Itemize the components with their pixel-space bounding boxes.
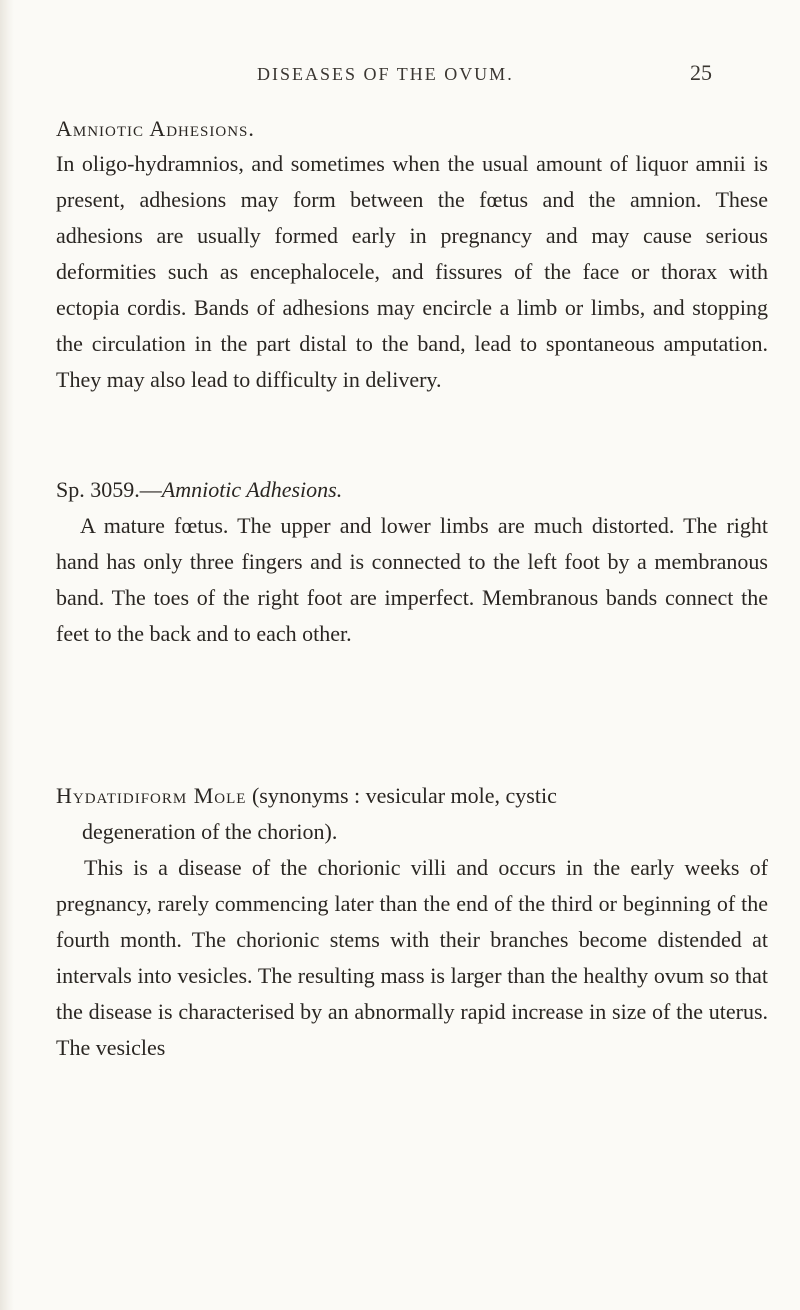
specimen-title: Amniotic Adhesions. bbox=[161, 477, 343, 502]
amniotic-heading-block bbox=[56, 111, 774, 147]
amniotic-adhesions-heading: Amniotic Adhesions. bbox=[56, 116, 255, 141]
amniotic-adhesions-paragraph: In oligo-hydramnios, and sometimes when the usual amount of liquor amnii is present, adhesions may form between the fœtus and the amnion. These adhesions are usually formed early in pregnancy and may cause serious deformities such as encephalocele, and fissures of the face or thorax with ectopia cordis. Bands of adhesions may encircle a limb or limbs, and stopping the circulation in the part distal to the band, lead to spontaneous amputation. They may also lead to difficulty in delivery. bbox=[56, 151, 768, 392]
page-binding-shadow bbox=[0, 0, 14, 1310]
amniotic-body-block bbox=[56, 146, 768, 398]
mole-synonyms-continuation-block bbox=[82, 814, 772, 850]
page-number: 25 bbox=[690, 60, 712, 85]
mole-synonyms-line1: (synonyms : vesicular mole, cystic bbox=[246, 783, 557, 808]
mole-heading-block bbox=[56, 778, 774, 814]
specimen-header-block bbox=[56, 472, 774, 508]
running-head bbox=[0, 60, 800, 94]
specimen-body-block bbox=[56, 508, 768, 652]
specimen-description: A mature fœtus. The upper and lower limbs are much distorted. The right hand has only three fingers and is connected to the left foot by a membranous band. The toes of the right foot are imperfect. Membranous bands connect the feet to the back and to each other. bbox=[56, 513, 768, 646]
running-title: DISEASES OF THE OVUM. bbox=[257, 64, 514, 84]
mole-synonyms-line2: degeneration of the chorion). bbox=[82, 819, 338, 844]
specimen-number: Sp. 3059.— bbox=[56, 477, 162, 502]
hydatidiform-mole-paragraph: This is a disease of the chorionic villi and occurs in the early weeks of pregnancy, rarely commencing later than the end of the third or beginning of the fourth month. The chorionic stems with their branches become distended at intervals into vesicles. The resulting mass is larger than the healthy ovum so that the disease is characterised by an abnormally rapid increase in size of the uterus. The vesicles bbox=[56, 855, 768, 1060]
mole-body-block bbox=[56, 850, 768, 1066]
hydatidiform-mole-heading: Hydatidiform Mole bbox=[56, 783, 247, 808]
